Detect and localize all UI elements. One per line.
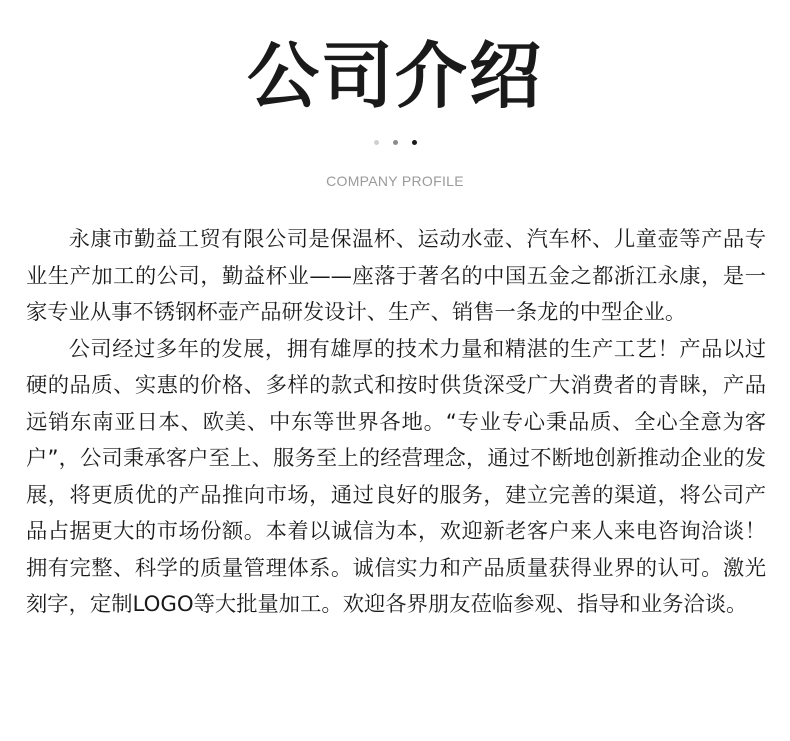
page-subtitle: COMPANY PROFILE — [326, 173, 464, 189]
decorative-dots — [0, 140, 790, 145]
dot-mid — [393, 140, 398, 145]
page-title: 公司介绍 — [246, 34, 543, 118]
company-description — [26, 222, 766, 624]
dot-light — [374, 140, 379, 145]
dot-dark — [412, 140, 417, 145]
paragraph-development: 公司经过多年的发展，拥有雄厚的技术力量和精湛的生产工艺！产品以过硬的品质、实惠的价格、多样的款式和按时供货深受广大消费者的青睐，产品远销东南亚日本、欧美、中东等世界各地。“专业专心秉品质、全心全意为客户”，公司秉承客户至上、服务至上的经营理念，通过不断地创新推动企业的发展，将更质优的产品推向市场，通过良好的服务，建立完善的渠道，将公司产品占据更大的市场份额。本着以诚信为本，欢迎新老客户来人来电咨询洽谈！拥有完整、科学的质量管理体系。诚信实力和产品质量获得业界的认可。激光刻字，定制LOGO等大批量加工。欢迎各界朋友莅临参观、指导和业务洽谈。 — [26, 336, 766, 617]
paragraph-intro: 永康市勤益工贸有限公司是保温杯、运动水壶、汽车杯、儿童壶等产品专业生产加工的公司，勤益杯业——座落于著名的中国五金之都浙江永康，是一家专业从事不锈钢杯壶产品研发设计、生产、销售一条龙的中型企业。 — [26, 227, 766, 325]
